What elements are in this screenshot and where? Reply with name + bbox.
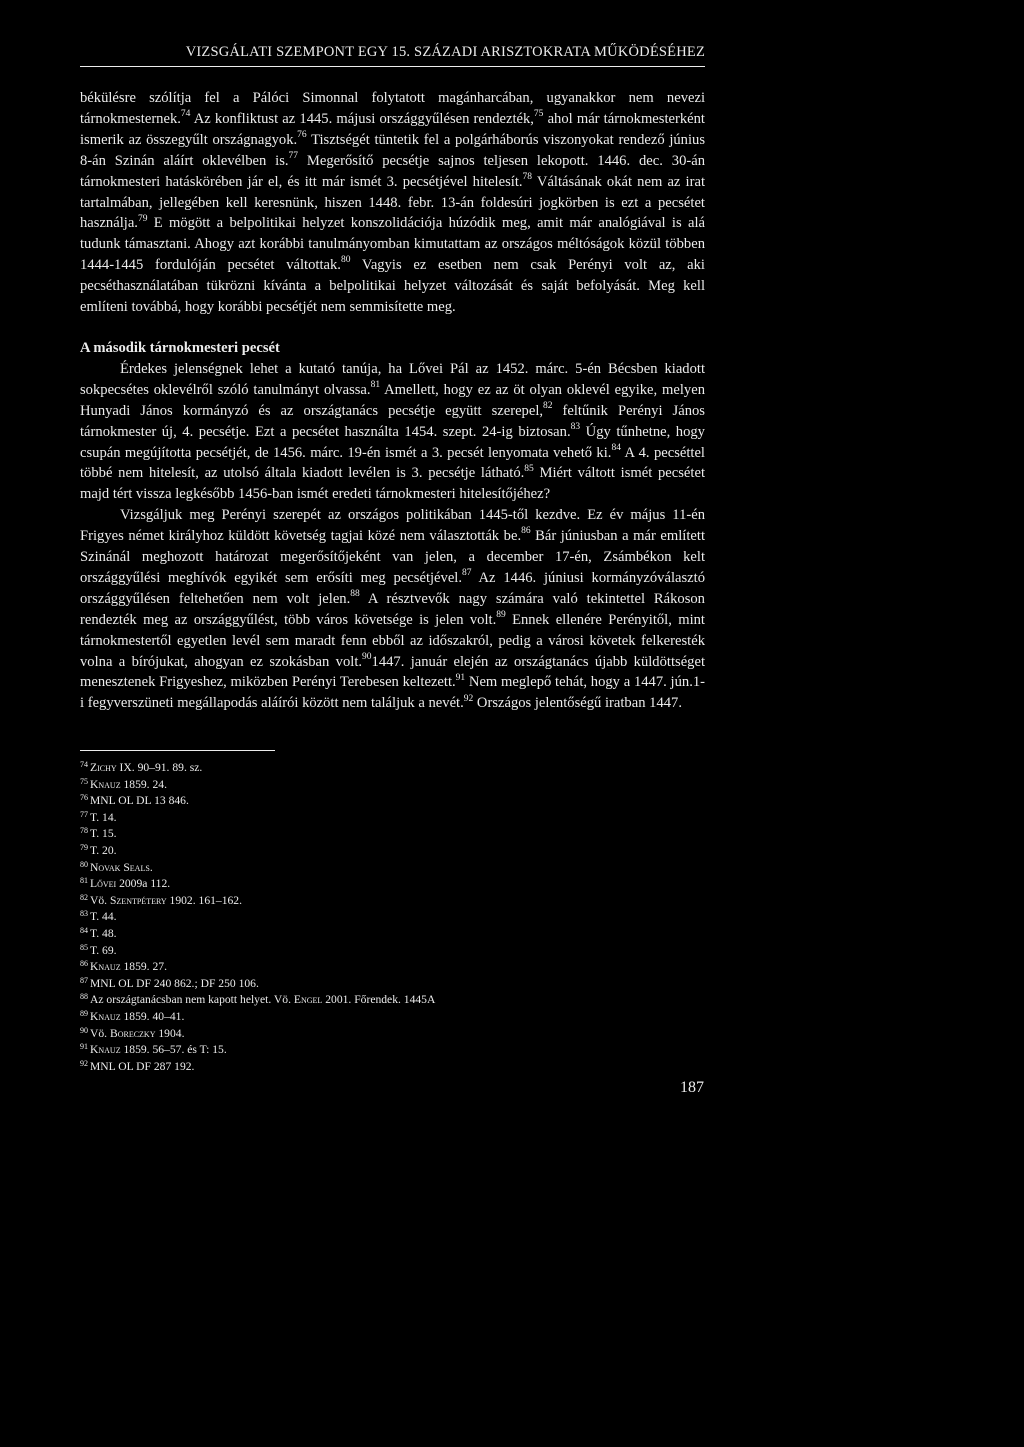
text-run: Miért váltott ismét pecsétet majd tért vissza legkésőbb 1456-ban ismét eredeti tárnokmesteri hitelesítőjéhez? xyxy=(80,465,705,503)
footnote-ref: 81 xyxy=(370,379,381,390)
text-run: Nem meglepő tehát, hogy a 1447. jún.1-i fegyverszüneti megállapodás aláírói között nem találjuk a nevét. xyxy=(80,674,705,712)
footnote xyxy=(80,843,680,860)
footnote-number: 79 xyxy=(80,842,88,852)
footnote-number: 85 xyxy=(80,942,88,952)
text-run: Ennek ellenére Perényitől, mint tárnokmestertől egyetlen levél sem maradt fenn ebből az időszakról, pedig a városi követek felkeresték volna a bírójukat, ahogyan ez szokásban volt. xyxy=(80,611,705,670)
footnote-number: 78 xyxy=(80,826,88,836)
footnote-ref: 76 xyxy=(297,129,307,140)
footnote-ref: 92 xyxy=(463,693,474,704)
footnote-text: 1859. 24. xyxy=(120,777,167,791)
running-header: VIZSGÁLATI SZEMPONT EGY 15. SZÁZADI ARISZTOKRATA MŰKÖDÉSÉHEZ xyxy=(185,44,705,60)
text-run: Vagyis ez esetben nem csak Perényi volt az, aki pecséthasználatában tükrözni kívánta a belpolitikai helyzet változását és saját befolyását. Meg kell említeni továbbá, hogy korábbi pecsétjét nem semmisítette meg. xyxy=(80,257,705,316)
footnote-number: 82 xyxy=(80,892,88,902)
footnote-author: Boreczky xyxy=(109,1026,156,1040)
footnote-number: 75 xyxy=(80,776,88,786)
footnote-author: Knauz xyxy=(90,777,121,791)
footnote xyxy=(80,826,680,843)
footnote-ref: 78 xyxy=(522,171,533,182)
footnote-ref: 87 xyxy=(462,568,472,579)
footnote-ref: 74 xyxy=(180,109,191,120)
footnote xyxy=(80,943,680,960)
footnote-number: 80 xyxy=(80,859,88,869)
footnote-ref: 90 xyxy=(362,651,372,662)
footnote-text: T. 69. xyxy=(90,943,117,957)
footnote-number: 83 xyxy=(80,909,88,919)
footnote xyxy=(80,1059,680,1076)
footnote-author: Novak Seals xyxy=(90,860,150,874)
text-run: E mögött a belpolitikai helyzet konszolidációja húzódik meg, amit már analógiával is alá tudunk támasztani. Ahogy azt korábbi tanulmányomban kimutattam az országos méltóságok közül többen 1444-1445 fordulóján pecsétet váltottak. xyxy=(80,215,705,274)
footnote xyxy=(80,777,680,794)
text-run: A résztvevők nagy számára való tekintettel Rákoson rendezték meg az országgyűlést, több város követsége is jelen volt. xyxy=(80,590,705,628)
text-run: Érdekes jelenségnek lehet a kutató tanúja, ha Lővei Pál az 1452. márc. 5-én Bécsben kiadott sokpecsétes oklevélről szóló tanulmányt olvassa. xyxy=(80,360,705,398)
text-run: Amellett, hogy ez az öt olyan oklevél egyike, melyen Hunyadi János kormányzó és az országtanács pecsétje együtt szerepel, xyxy=(80,381,705,419)
footnote-rule xyxy=(80,750,275,751)
footnote-text: T. 44. xyxy=(90,910,117,924)
footnote-ref: 91 xyxy=(455,672,466,683)
footnote-prefix: Vö. xyxy=(90,1026,110,1040)
footnote-author: Engel xyxy=(293,993,323,1007)
footnote-text: 1859. 56–57. és T: 15. xyxy=(120,1043,227,1057)
footnote xyxy=(80,860,680,877)
text-run: Úgy tűnhetne, hogy csupán megújította pecsétjét, de 1456. márc. 19-én ismét a 3. pecsét lenyomata vehető ki. xyxy=(80,423,705,461)
footnote xyxy=(80,893,680,910)
body-text xyxy=(80,88,705,714)
footnote xyxy=(80,959,680,976)
footnote-number: 86 xyxy=(80,959,88,969)
footnote xyxy=(80,793,680,810)
footnote-number: 88 xyxy=(80,992,88,1002)
footnote-text: T. 20. xyxy=(90,843,117,857)
footnote-text: MNL OL DL 13 846. xyxy=(90,794,189,808)
footnote-author: Szentpétery xyxy=(109,893,167,907)
footnote-prefix: Vö. xyxy=(90,893,110,907)
footnote xyxy=(80,909,680,926)
footnote-text: 1904. xyxy=(155,1026,185,1040)
text-run: Az 1446. júniusi kormányzóválasztó országgyűlésen feltehetően nem volt jelen. xyxy=(80,569,705,607)
footnote-ref: 86 xyxy=(521,526,531,537)
text-run: ahol már tárnokmesterként ismerik az összegyűlt országnagyok. xyxy=(80,110,705,148)
footnote-number: 87 xyxy=(80,975,88,985)
footnote-ref: 85 xyxy=(524,463,534,474)
paragraph-2 xyxy=(80,359,705,505)
text-run: Az konfliktust az 1445. májusi országgyűlésen rendezték, xyxy=(190,110,534,127)
footnote-number: 74 xyxy=(80,760,88,769)
text-run: Váltásának okát nem az irat tartalmában, jellegében kell keresnünk, hiszen 1448. febr. 13-án foldesúri jogkörben is ezt a pecsétet használja. xyxy=(80,173,705,232)
text-run: feltűnik Perényi János tárnokmester új, 4. pecsétje. Ezt a pecsétet használta 1454. szept. 24-ig biztosan. xyxy=(80,402,705,440)
footnote-text: MNL OL DF 240 862.; DF 250 106. xyxy=(90,976,259,990)
section-heading: A második tárnokmesteri pecsét xyxy=(80,339,280,356)
header-rule xyxy=(80,66,705,67)
footnote-number: 89 xyxy=(80,1008,88,1018)
footnote-text: IX. 90–91. 89. sz. xyxy=(116,761,203,774)
text-run: Megerősítő pecsétje sajnos teljesen lekopott. 1446. dec. 30-án tárnokmesteri hatáskörében jár el, és itt már ismét 3. pecsétjével hitelesít. xyxy=(80,152,705,190)
footnote-number: 84 xyxy=(80,925,88,935)
footnote xyxy=(80,810,680,827)
footnote xyxy=(80,1042,680,1059)
text-run: A 4. pecséttel többé nem hitelesít, az utolsó általa kiadott levélen is 3. pecsétje látható. xyxy=(80,444,705,482)
footnote-text: 1859. 27. xyxy=(120,960,167,974)
footnote-text: 1902. 161–162. xyxy=(166,893,242,907)
text-run: Országos jelentőségű iratban 1447. xyxy=(473,695,682,712)
footnote xyxy=(80,1026,680,1043)
footnote-ref: 77 xyxy=(288,150,299,161)
text-run: Vizsgáljuk meg Perényi szerepét az országos politikában 1445-től kezdve. Ez év május 11-én Frigyes német királyhoz küldött követség tagjai közé nem választották be. xyxy=(80,507,705,545)
footnote-text: 2009a 112. xyxy=(116,877,171,891)
footnote-author: Lővei xyxy=(90,877,117,891)
footnote xyxy=(80,926,680,943)
page-number: 187 xyxy=(680,1079,704,1096)
footnote xyxy=(80,1009,680,1026)
footnote-text: T. 15. xyxy=(90,827,117,841)
footnote-number: 77 xyxy=(80,809,88,819)
footnote-text: 1859. 40–41. xyxy=(120,1009,185,1023)
text-run: Bár júniusban a már említett Szinánál meghozott határozat megerősítőjeként van jelen, a december 17-én, Zsámbékon kelt országgyűlési meghívók egyikét sem erősíti meg pecsétjével. xyxy=(80,528,705,586)
footnote-ref: 79 xyxy=(137,213,148,224)
text-run: Tisztségét tüntetik fel a polgárháborús viszonyokat rendező június 8-án Szinán aláírt oklevélben is. xyxy=(80,131,706,169)
footnote-number: 81 xyxy=(80,876,88,886)
footnote-ref: 83 xyxy=(570,421,581,432)
footnote xyxy=(80,992,680,1009)
footnote-ref: 84 xyxy=(611,442,621,453)
paragraph-1 xyxy=(80,88,705,318)
footnote-text: 2001. Főrendek. 1445A xyxy=(322,993,436,1007)
footnote-ref: 82 xyxy=(543,400,553,411)
text-run: 1447. január elején az országtanács újabb küldöttséget menesztenek Frigyeshez, miközben Perényi Terebesen keltezett. xyxy=(80,653,705,691)
footnote-prefix: Az országtanácsban nem kapott helyet. Vö. xyxy=(90,993,294,1007)
footnotes xyxy=(80,760,680,1075)
footnote-author: Knauz xyxy=(90,960,121,974)
footnote-ref: 88 xyxy=(350,588,360,599)
footnote-ref: 80 xyxy=(340,255,351,266)
footnote xyxy=(80,760,680,777)
footnote-number: 76 xyxy=(80,793,88,803)
text-run: békülésre szólítja fel a Pálóci Simonnal folytatott magánharcában, ugyanakkor nem nevezi tárnokmesternek. xyxy=(80,90,705,127)
footnote xyxy=(80,876,680,893)
footnote-author: Knauz xyxy=(90,1043,121,1057)
footnote-text: MNL OL DF 287 192. xyxy=(90,1059,195,1073)
footnote-number: 92 xyxy=(80,1058,88,1068)
footnote-text: T. 48. xyxy=(90,926,117,940)
footnote-author: Zichy xyxy=(90,761,117,774)
footnote-text: T. 14. xyxy=(90,810,117,824)
footnote-ref: 75 xyxy=(533,109,544,120)
footnote-text: . xyxy=(149,860,153,874)
footnote-ref: 89 xyxy=(496,609,506,620)
paragraph-3 xyxy=(80,505,705,714)
footnote xyxy=(80,976,680,993)
footnote-number: 91 xyxy=(80,1042,88,1052)
footnote-number: 90 xyxy=(80,1025,88,1035)
footnote-author: Knauz xyxy=(90,1009,121,1023)
